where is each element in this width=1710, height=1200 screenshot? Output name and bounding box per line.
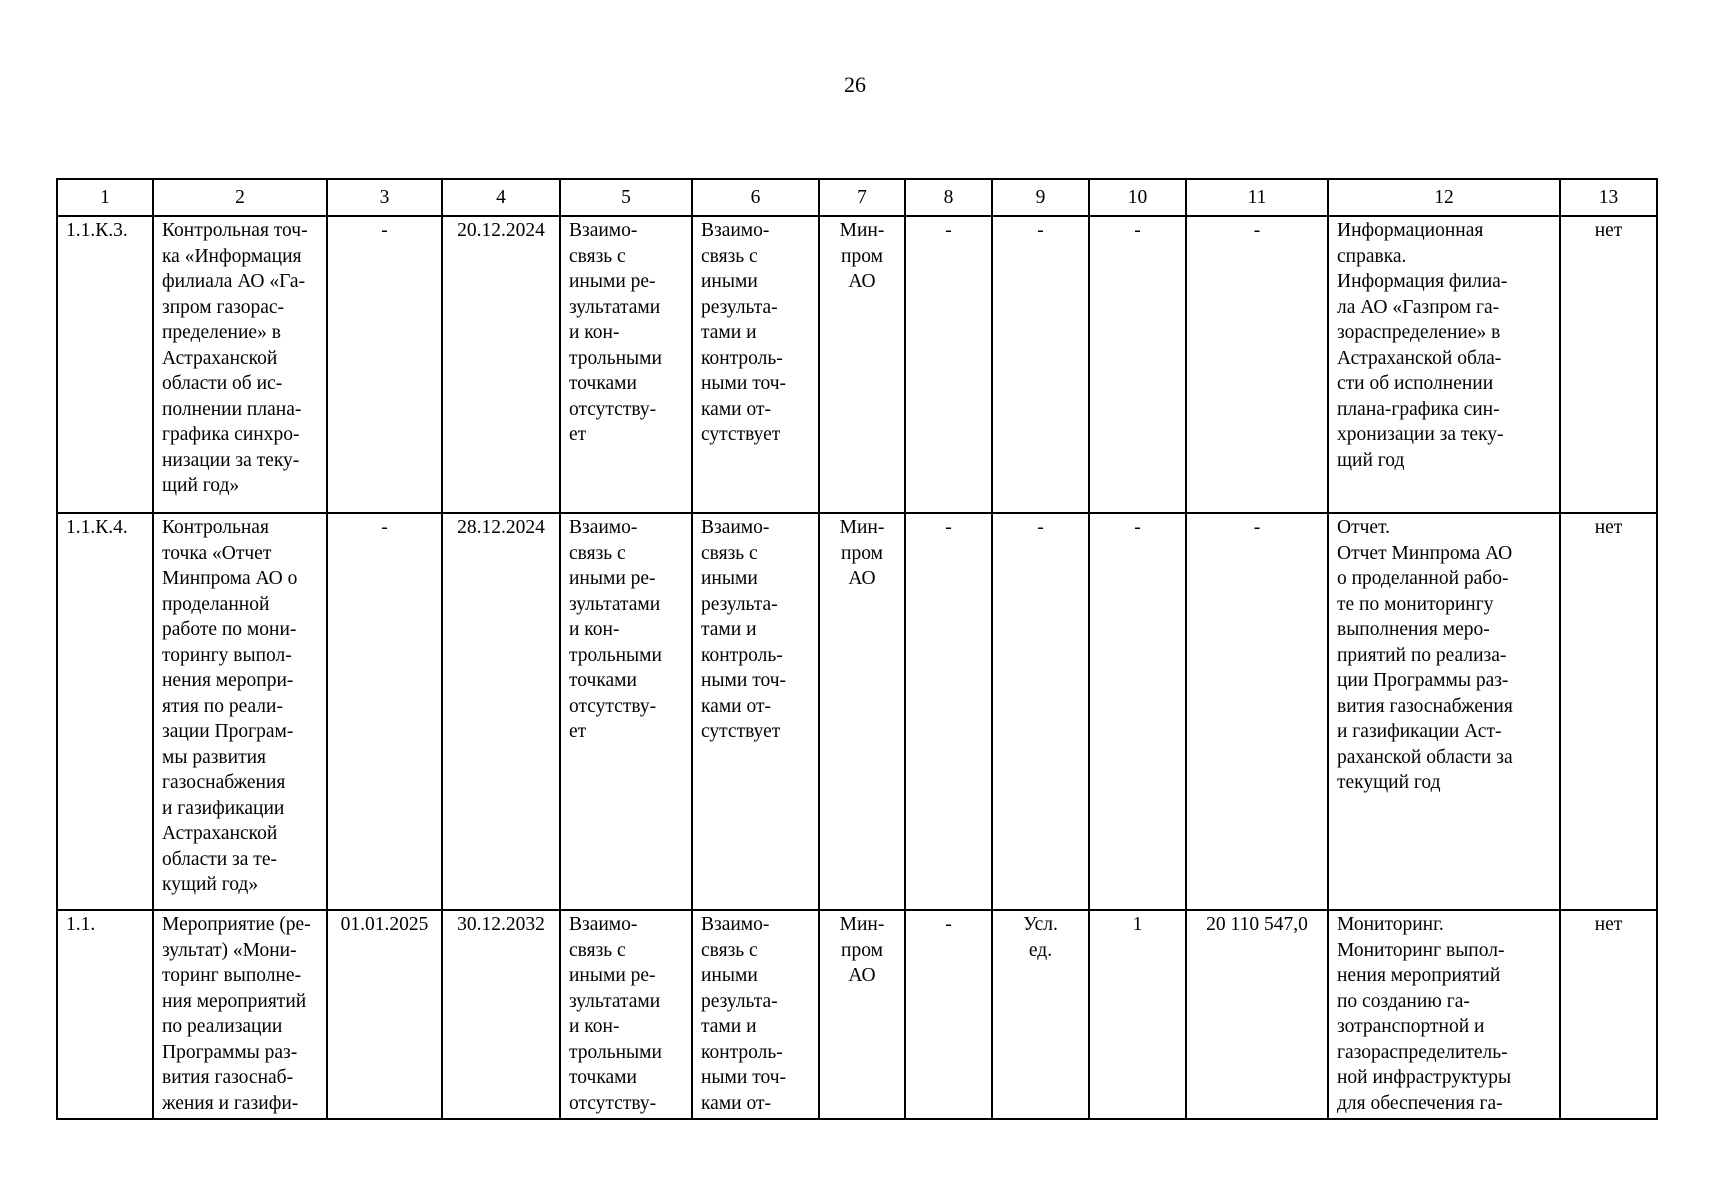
header-cell: 12	[1328, 179, 1560, 216]
cell-responsible: Мин- пром АО	[819, 910, 905, 1119]
cell-end-date: 28.12.2024	[442, 513, 560, 910]
header-cell: 4	[442, 179, 560, 216]
cell-start-date: -	[327, 513, 442, 910]
cell-unit: -	[992, 513, 1089, 910]
cell-relation-next: Взаимо- связь с иными результа- тами и контроль- ными точ- ками от- сутствует	[692, 513, 819, 910]
cell-amount: -	[1186, 216, 1328, 513]
header-cell: 3	[327, 179, 442, 216]
header-cell: 5	[560, 179, 692, 216]
cell-end-date: 30.12.2032	[442, 910, 560, 1119]
header-cell: 9	[992, 179, 1089, 216]
cell-responsible: Мин- пром АО	[819, 513, 905, 910]
cell-name: Мероприятие (ре- зультат) «Мони- торинг выполне- ния мероприятий по реализации Программы раз- вития газоснаб- жения и газифи-	[153, 910, 327, 1119]
cell-number: 1.1.К.4.	[57, 513, 153, 910]
cell-unit: -	[992, 216, 1089, 513]
cell-name: Контрольная точка «Отчет Минпрома АО о проделанной работе по мони- торингу выпол- нения меропри- ятия по реали- зации Програм- мы развития газоснабжения и газификации Астраханской области за те- кущий год»	[153, 513, 327, 910]
cell-col8: -	[905, 513, 992, 910]
cell-end-date: 20.12.2024	[442, 216, 560, 513]
cell-relation-prev: Взаимо- связь с иными ре- зультатами и кон- трольными точками отсутству- ет	[560, 513, 692, 910]
cell-document: Отчет. Отчет Минпрома АО о проделанной рабо- те по мониторингу выполнения меро- приятий по реализа- ции Программы раз- вития газоснабжения и газификации Аст- раханской области за текущий год	[1328, 513, 1560, 910]
cell-col8: -	[905, 216, 992, 513]
header-cell: 11	[1186, 179, 1328, 216]
cell-name: Контрольная точ- ка «Информация филиала АО «Га- зпром газорас- пределение» в Астраханской области об ис- полнении плана- графика синхро- низации за теку- щий год»	[153, 216, 327, 513]
header-cell: 1	[57, 179, 153, 216]
cell-relation-next: Взаимо- связь с иными результа- тами и контроль- ными точ- ками от-	[692, 910, 819, 1119]
header-cell: 7	[819, 179, 905, 216]
cell-value: 1	[1089, 910, 1186, 1119]
header-cell: 6	[692, 179, 819, 216]
cell-amount: -	[1186, 513, 1328, 910]
cell-relation-prev: Взаимо- связь с иными ре- зультатами и кон- трольными точками отсутству-	[560, 910, 692, 1119]
cell-start-date: -	[327, 216, 442, 513]
cell-value: -	[1089, 513, 1186, 910]
header-cell: 8	[905, 179, 992, 216]
table-row	[57, 910, 1657, 1119]
cell-document: Информационная справка. Информация филиа- ла АО «Газпром га- зораспределение» в Астраханской обла- сти об исполнении плана-графика син- хронизации за теку- щий год	[1328, 216, 1560, 513]
header-row	[57, 179, 1657, 216]
cell-unit: Усл. ед.	[992, 910, 1089, 1119]
cell-document: Мониторинг. Мониторинг выпол- нения мероприятий по созданию га- зотранспортной и газораспределитель- ной инфраструктуры для обеспечения га-	[1328, 910, 1560, 1119]
cell-col8: -	[905, 910, 992, 1119]
cell-relation-next: Взаимо- связь с иными результа- тами и контроль- ными точ- ками от- сутствует	[692, 216, 819, 513]
cell-amount: 20 110 547,0	[1186, 910, 1328, 1119]
cell-responsible: Мин- пром АО	[819, 216, 905, 513]
page-number: 26	[844, 72, 866, 97]
cell-value: -	[1089, 216, 1186, 513]
header-cell: 2	[153, 179, 327, 216]
cell-number: 1.1.К.3.	[57, 216, 153, 513]
cell-col13: нет	[1560, 216, 1657, 513]
cell-start-date: 01.01.2025	[327, 910, 442, 1119]
cell-col13: нет	[1560, 513, 1657, 910]
cell-number: 1.1.	[57, 910, 153, 1119]
plan-table	[56, 178, 1658, 1120]
header-cell: 13	[1560, 179, 1657, 216]
cell-col13: нет	[1560, 910, 1657, 1119]
table-row	[57, 513, 1657, 910]
header-cell: 10	[1089, 179, 1186, 216]
table-row	[57, 216, 1657, 513]
cell-relation-prev: Взаимо- связь с иными ре- зультатами и кон- трольными точками отсутству- ет	[560, 216, 692, 513]
